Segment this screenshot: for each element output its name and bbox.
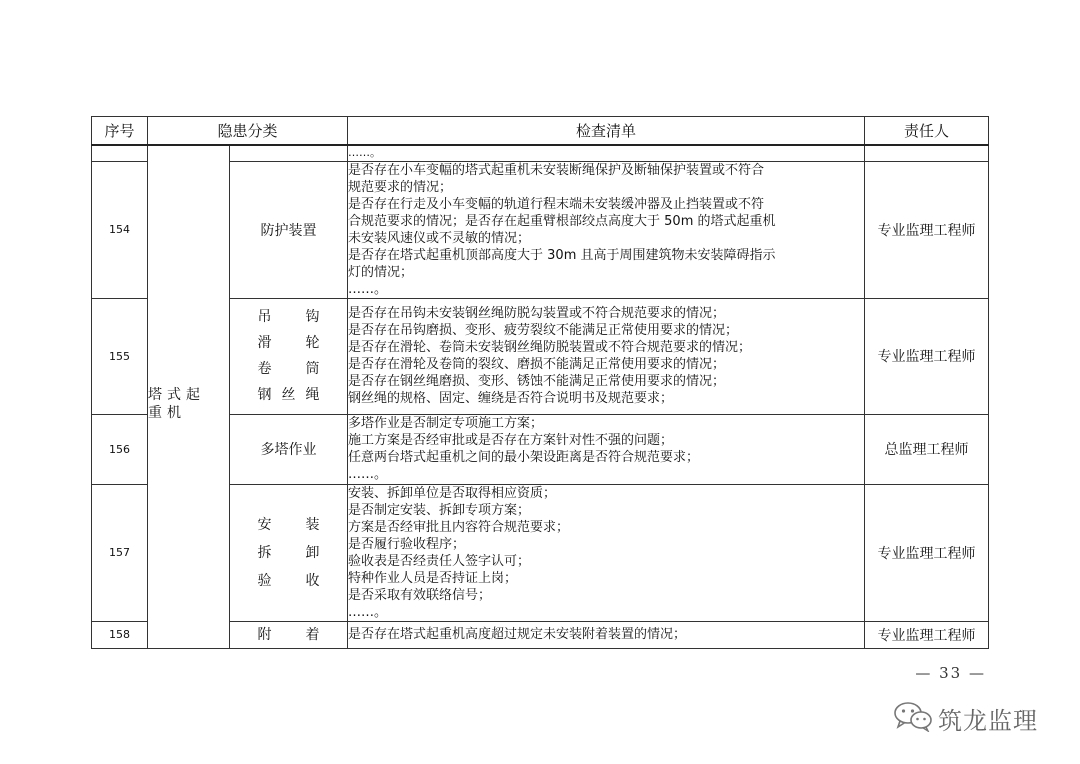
subcategory: 多塔作业: [230, 414, 348, 484]
header-category: 隐患分类: [148, 117, 348, 146]
table-row: [92, 161, 989, 298]
wechat-icon: [892, 700, 934, 736]
check-items: 是否存在吊钩未安装钢丝绳防脱勾装置或不符合规范要求的情况； 是否存在吊钩磨损、变形、疲劳裂纹不能满足正常使用要求的情况； 是否存在滑轮、卷筒未安装钢丝绳防脱装置或不符合规范要求的情况； 是否存在滑轮及卷筒的裂纹、磨损不能满足正常使用要求的情况； 是否存在钢丝绳磨损、变形、锈蚀不能满足正常使用要求的情况； 钢丝绳的规格、固定、缠绕是否符合说明书及规范要求；: [348, 298, 865, 414]
header-row: [92, 117, 989, 146]
header-checklist: 检查清单: [348, 117, 865, 146]
header-responsible: 责任人: [865, 117, 989, 146]
check-items: 是否存在小车变幅的塔式起重机未安装断绳保护及断轴保护装置或不符合 规范要求的情况； 是否存在行走及小车变幅的轨道行程末端未安装缓冲器及止挡装置或不符 合规范要求的情况；是否存在起重臂根部绞点高度大于 50m 的塔式起重机 未安装风速仪或不灵敏的情况； 是否存在塔式起重机顶部高度大于 30m 且高于周围建筑物未安装障碍指示 灯的情况； ……。: [348, 161, 865, 298]
row-num: 157: [92, 484, 148, 621]
check-items: 安装、拆卸单位是否取得相应资质； 是否制定安装、拆卸专项方案； 方案是否经审批且内容符合规范要求； 是否履行验收程序； 验收表是否经责任人签字认可； 特种作业人员是否持证上岗； 是否采取有效联络信号； ……。: [348, 484, 865, 621]
category-main: 塔式起重机: [148, 161, 230, 648]
check-items: 是否存在塔式起重机高度超过规定未安装附着装置的情况；: [348, 621, 865, 648]
responsible-person: 专业监理工程师: [865, 621, 989, 648]
row-num: 158: [92, 621, 148, 648]
page-number: — 33 —: [915, 664, 986, 682]
checklist-table: [91, 116, 989, 649]
check-items: 多塔作业是否制定专项施工方案； 施工方案是否经审批或是否存在方案针对性不强的问题； 任意两台塔式起重机之间的最小架设距离是否符合规范要求； ……。: [348, 414, 865, 484]
row-num: 155: [92, 298, 148, 414]
watermark: [892, 700, 1038, 736]
row-num: 156: [92, 414, 148, 484]
responsible-person: 专业监理工程师: [865, 161, 989, 298]
subcategory: 防护装置: [230, 161, 348, 298]
responsible-person: 总监理工程师: [865, 414, 989, 484]
carryover-row: [92, 145, 989, 161]
carryover-text: ……。: [348, 146, 382, 160]
subcategory: 吊钩 滑轮 卷筒 钢丝绳: [230, 298, 348, 414]
responsible-person: 专业监理工程师: [865, 298, 989, 414]
row-num: 154: [92, 161, 148, 298]
header-num: 序号: [92, 117, 148, 146]
watermark-text: 筑龙监理: [938, 706, 1038, 735]
responsible-person: 专业监理工程师: [865, 484, 989, 621]
subcategory: 安装 拆卸 验收: [230, 484, 348, 621]
subcategory: 附着: [230, 621, 348, 648]
